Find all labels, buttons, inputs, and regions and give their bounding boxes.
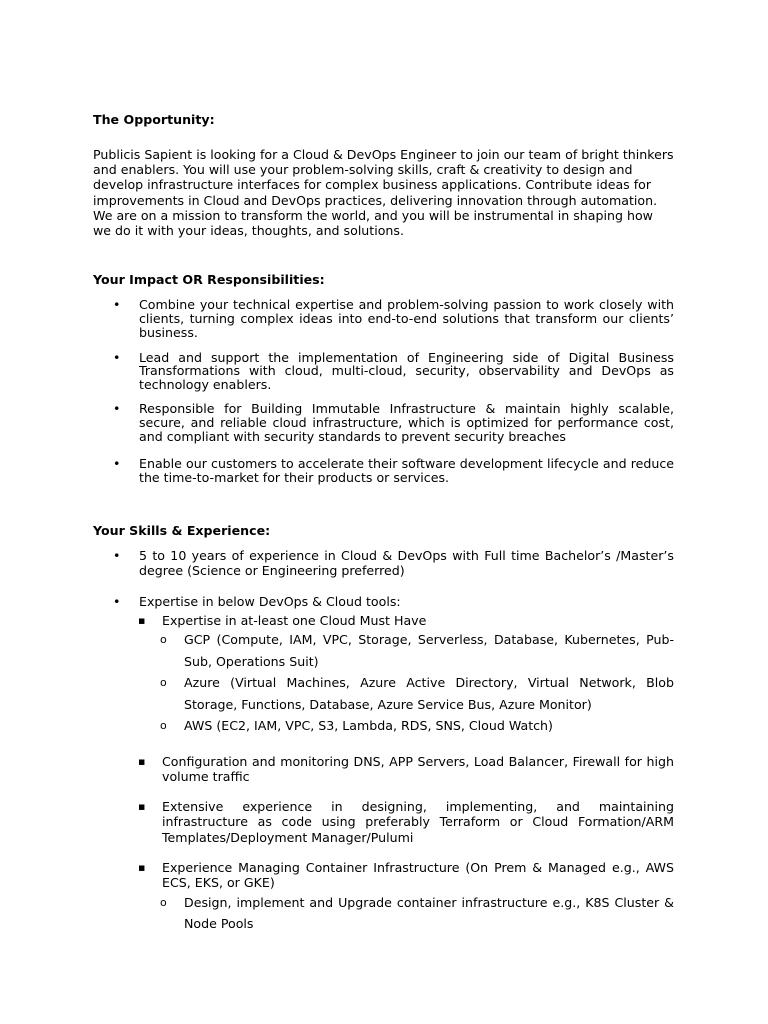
containers-item: ▪ Experience Managing Container Infrastructure (On Prem & Managed e.g., AWS ECS, EKS, or GKE) xyxy=(93,860,674,891)
cloud-azure-item: o Azure (Virtual Machines, Azure Active Directory, Virtual Network, Blob Storage, Functions, Database, Azure Service Bus, Azure Monitor) xyxy=(93,672,674,715)
list-item: • Responsible for Building Immutable Infrastructure & maintain highly scalable, secure, and reliable cloud infrastructure, which is optimized for performance cost, and compliant with security standards to prevent security breaches xyxy=(93,402,674,443)
opportunity-heading: The Opportunity: xyxy=(93,112,215,127)
opportunity-paragraph: Publicis Sapient is looking for a Cloud & DevOps Engineer to join our team of bright thinkers and enablers. You will use your problem-solving skills, craft & creativity to design and develop infrastructure interfaces for complex business applications. Contribute ideas for improvements in Cloud and DevOps practices, delivering innovation through automation. We are on a mission to transform the world, and you will be instrumental in shaping how we do it with your ideas, thoughts, and solutions. xyxy=(93,147,674,239)
list-item: • Lead and support the implementation of Engineering side of Digital Business Transformations with cloud, multi-cloud, security, observability and DevOps as technology enablers. xyxy=(93,351,674,392)
list-item: • Enable our customers to accelerate their software development lifecycle and reduce the time-to-market for their products or services. xyxy=(93,457,674,485)
skills-list xyxy=(93,548,674,610)
cloud-aws-item: o AWS (EC2, IAM, VPC, S3, Lambda, RDS, SNS, Cloud Watch) xyxy=(93,715,674,737)
config-dns-item: ▪ Configuration and monitoring DNS, APP Servers, Load Balancer, Firewall for high volume traffic xyxy=(93,754,674,785)
list-item: • Expertise in below DevOps & Cloud tools: xyxy=(93,594,674,610)
iac-item: ▪ Extensive experience in designing, implementing, and maintaining infrastructure as code using preferably Terraform or Cloud Formation/ARM Templates/Deployment Manager/Pulumi xyxy=(93,799,674,846)
responsibilities-list xyxy=(93,298,674,485)
cloud-gcp-item: o GCP (Compute, IAM, VPC, Storage, Serverless, Database, Kubernetes, Pub-Sub, Operations Suit) xyxy=(93,629,674,672)
list-item: • Combine your technical expertise and problem-solving passion to work closely with clients, turning complex ideas into end-to-end solutions that transform our clients’ business. xyxy=(93,298,674,339)
cloud-must-have-item: ▪ Expertise in at-least one Cloud Must Have xyxy=(93,613,674,629)
document-page xyxy=(93,112,674,935)
skills-heading: Your Skills & Experience: xyxy=(93,522,271,538)
responsibilities-heading: Your Impact OR Responsibilities: xyxy=(93,272,325,288)
list-item: • 5 to 10 years of experience in Cloud & DevOps with Full time Bachelor’s /Master’s degree (Science or Engineering preferred) xyxy=(93,548,674,579)
container-sub-item: o Design, implement and Upgrade container infrastructure e.g., K8S Cluster & Node Pools xyxy=(93,892,674,935)
